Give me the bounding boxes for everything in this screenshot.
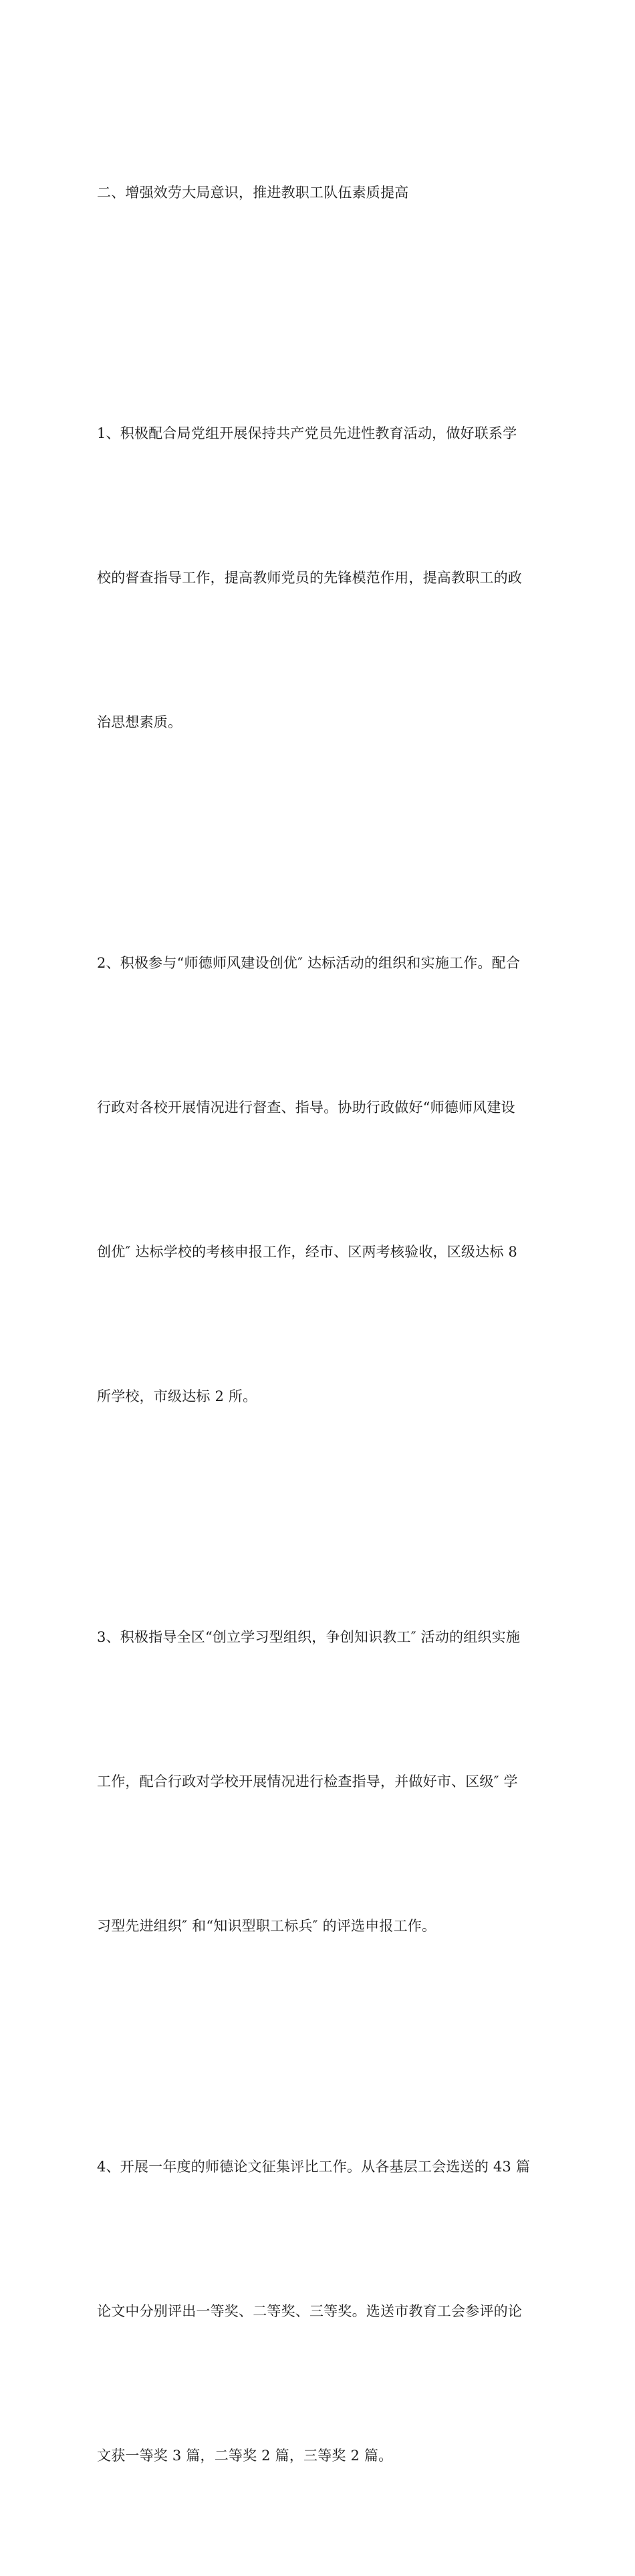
paragraph-line: 3、积极指导全区“创立学习型组织，争创知识教工″ 活动的组织实施 xyxy=(97,1629,521,1645)
paragraph-line: 4、开展一年度的师德论文征集评比工作。从各基层工会选送的 43 篇 xyxy=(97,2159,531,2175)
paragraph-line: 行政对各校开展情况进行督查、指导。协助行政做好“师德师风建设 xyxy=(97,1099,515,1115)
paragraph-line: 校的督查指导工作，提高教师党员的先锋模范作用，提高教职工的政 xyxy=(97,570,522,586)
paragraph-line: 创优″ 达标学校的考核申报工作，经市、区两考核验收，区级达标 8 xyxy=(97,1244,517,1260)
paragraph-line: 所学校，市级达标 2 所。 xyxy=(97,1388,257,1404)
paragraph-1 xyxy=(97,313,538,843)
paragraph-line: 论文中分别评出一等奖、二等奖、三等奖。选送市教育工会参评的论 xyxy=(97,2303,522,2319)
document-body xyxy=(97,72,538,2576)
paragraph-3 xyxy=(97,1517,538,2046)
paragraph-line: 习型先进组织″ 和“知识型职工标兵″ 的评选申报工作。 xyxy=(97,1918,436,1934)
paragraph-line: 1、积极配合局党组开展保持共产党员先进性教育活动，做好联系学 xyxy=(97,425,517,441)
paragraph-line: 2、积极参与“师德师风建设创优″ 达标活动的组织和实施工作。配合 xyxy=(97,955,521,971)
section-heading xyxy=(97,72,538,313)
paragraph-line: 治思想素质。 xyxy=(97,714,182,730)
heading-line: 二、增强效劳大局意识，推进教职工队伍素质提高 xyxy=(97,185,409,201)
paragraph-line: 工作，配合行政对学校开展情况进行检查指导，并做好市、区级″ 学 xyxy=(97,1774,518,1790)
paragraph-line: 文获一等奖 3 篇，二等奖 2 篇，三等奖 2 篇。 xyxy=(97,2448,393,2464)
paragraph-2 xyxy=(97,843,538,1517)
paragraph-4 xyxy=(97,2046,538,2576)
